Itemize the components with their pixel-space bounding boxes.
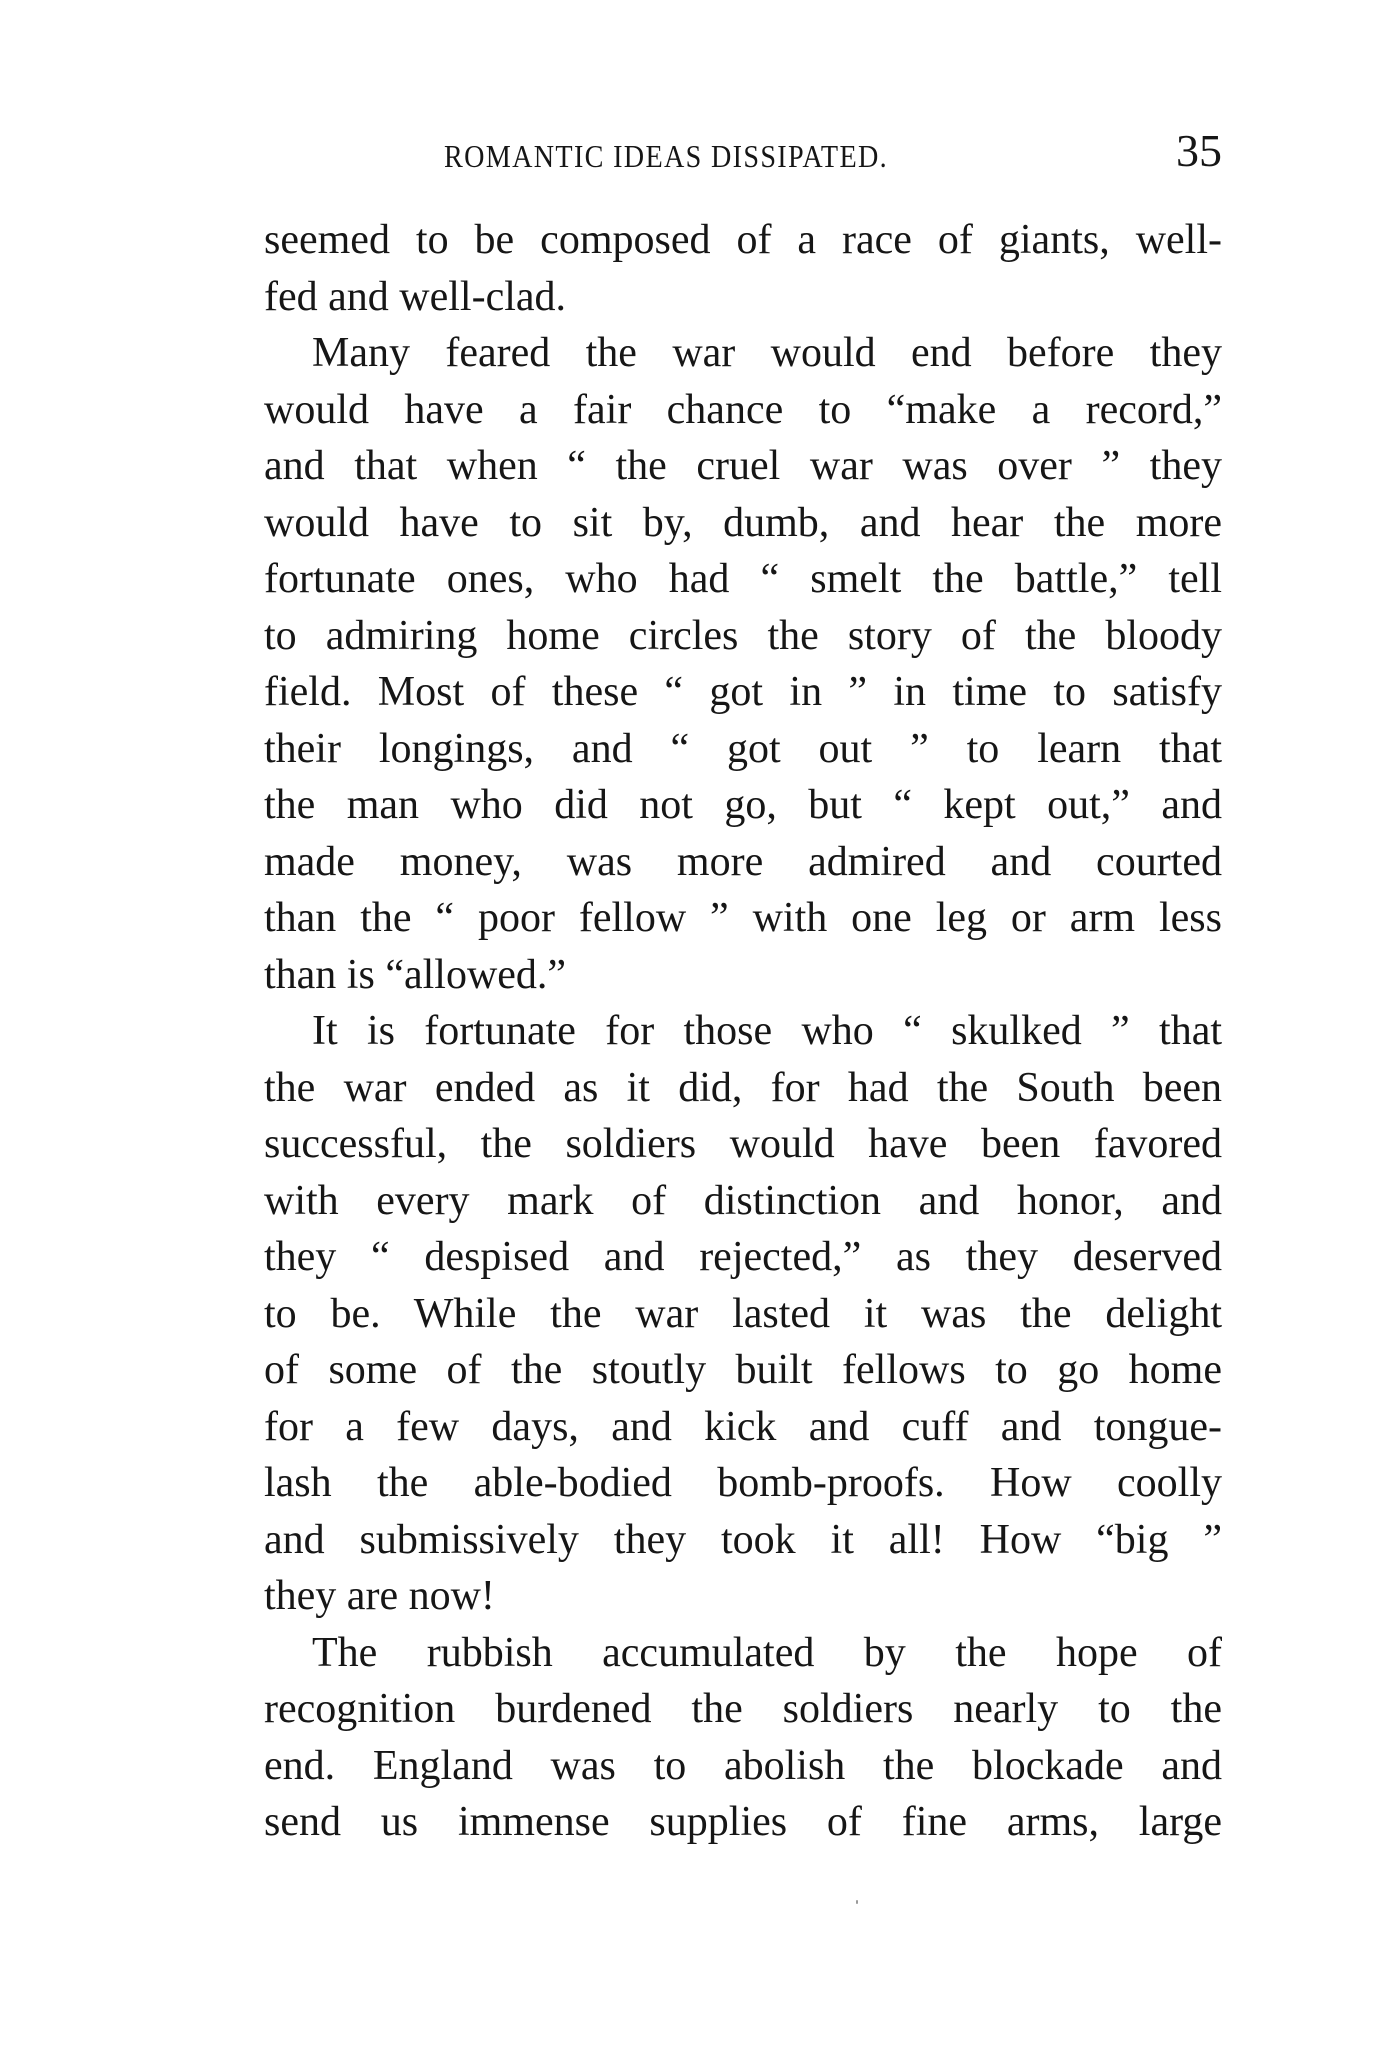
text-line: end. England was to abolish the blockade and xyxy=(264,1742,1222,1789)
paragraph-first-line: Many feared the war would end before they xyxy=(312,330,1222,376)
text-line: successful, the soldiers would have been favored xyxy=(264,1121,1222,1167)
text-line: recognition burdened the soldiers nearly to the xyxy=(264,1686,1222,1732)
text-line: seemed to be composed of a race of giants, well- xyxy=(264,217,1222,263)
text-line: with every mark of distinction and honor, and xyxy=(264,1177,1222,1224)
text-line: than the “ poor fellow ” with one leg or arm less xyxy=(264,895,1222,941)
body-text xyxy=(264,212,1222,1851)
text-line: and submissively they took it all! How “big ” xyxy=(264,1516,1222,1563)
text-line: than is “allowed.” xyxy=(264,951,567,998)
text-line: field. Most of these “ got in ” in time to satisfy xyxy=(264,669,1222,715)
text-line: fortunate ones, who had “ smelt the battle,” tell xyxy=(264,556,1222,602)
paragraph-first-line: The rubbish accumulated by the hope of xyxy=(312,1629,1222,1676)
text-line: the war ended as it did, for had the South been xyxy=(264,1064,1222,1111)
text-line: made money, was more admired and courted xyxy=(264,838,1222,885)
running-title: ROMANTIC IDEAS DISSIPATED. xyxy=(444,138,888,174)
text-line: would have to sit by, dumb, and hear the more xyxy=(264,499,1222,546)
text-line: would have a fair chance to “make a record,” xyxy=(264,386,1222,433)
text-line: of some of the stoutly built fellows to go home xyxy=(264,1347,1222,1393)
text-line: they “ despised and rejected,” as they deserved xyxy=(264,1234,1222,1280)
text-line: their longings, and “ got out ” to learn that xyxy=(264,725,1222,772)
text-line: lash the able-bodied bomb-proofs. How coolly xyxy=(264,1460,1222,1506)
text-line: send us immense supplies of fine arms, large xyxy=(264,1799,1222,1845)
text-line: the man who did not go, but “ kept out,” and xyxy=(264,782,1222,828)
paragraph-first-line: It is fortunate for those who “ skulked ” that xyxy=(312,1008,1222,1054)
text-line: and that when “ the cruel war was over ” they xyxy=(264,443,1222,489)
text-line: fed and well-clad. xyxy=(264,273,567,320)
running-header xyxy=(262,125,1222,180)
text-line: they are now! xyxy=(264,1573,495,1619)
page-number: 35 xyxy=(1176,125,1222,176)
text-line: to admiring home circles the story of the bloody xyxy=(264,612,1222,659)
text-line: to be. While the war lasted it was the delight xyxy=(264,1290,1222,1337)
text-line: for a few days, and kick and cuff and tongue- xyxy=(264,1403,1222,1450)
paper-speck xyxy=(856,1900,858,1904)
